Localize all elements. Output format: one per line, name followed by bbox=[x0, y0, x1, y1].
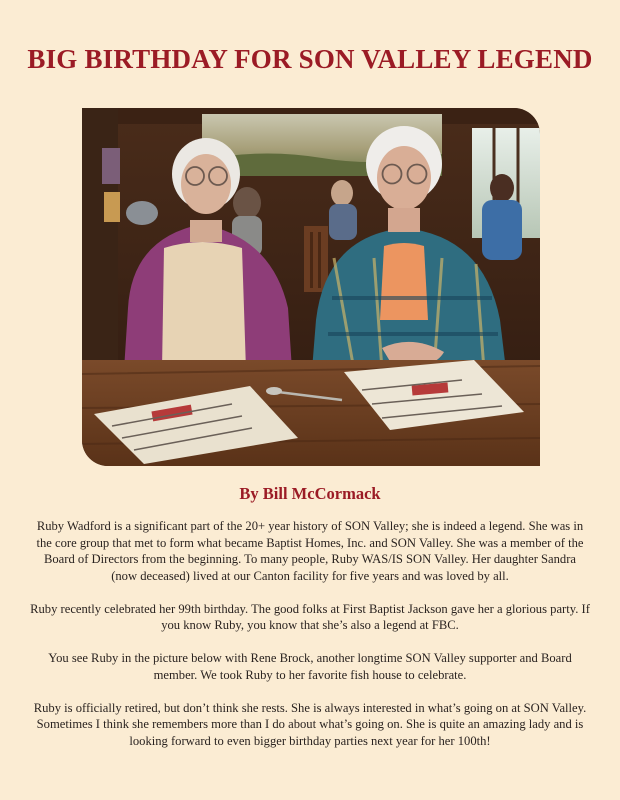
article-body bbox=[30, 518, 590, 766]
article-byline: By Bill McCormack bbox=[239, 484, 381, 503]
article-paragraph: Ruby is officially retired, but don’t think she rests. She is always interested in what’s going on at SON Valley. Sometimes I think she remembers more than I do about what’s going on. She is quite an amazing lady and is looking forward to even bigger birthday parties next year for her 100th! bbox=[33, 700, 587, 748]
article-paragraph: Ruby recently celebrated her 99th birthday. The good folks at First Baptist Jackson gave her a glorious party. If you know Ruby, you know that she’s also a legend at FBC. bbox=[30, 601, 590, 632]
article-headline: BIG BIRTHDAY FOR SON VALLEY LEGEND bbox=[27, 44, 593, 74]
article-paragraph: Ruby Wadford is a significant part of the 20+ year history of SON Valley; she is indeed a legend. She was in the core group that met to form what became Baptist Homes, Inc. and SON Valley. She was a member of the Board of Directors from the beginning. To many people, Ruby WAS/IS SON Valley. Her daughter Sandra (now deceased) lived at our Canton facility for five years and was loved by all. bbox=[36, 519, 584, 583]
article-paragraph: You see Ruby in the picture below with Rene Brock, another longtime SON Valley supporter and Board member. We took Ruby to her favorite fish house to celebrate. bbox=[48, 651, 572, 682]
restaurant-photo-illustration bbox=[82, 108, 540, 466]
photo-two-women-at-restaurant bbox=[82, 108, 540, 466]
